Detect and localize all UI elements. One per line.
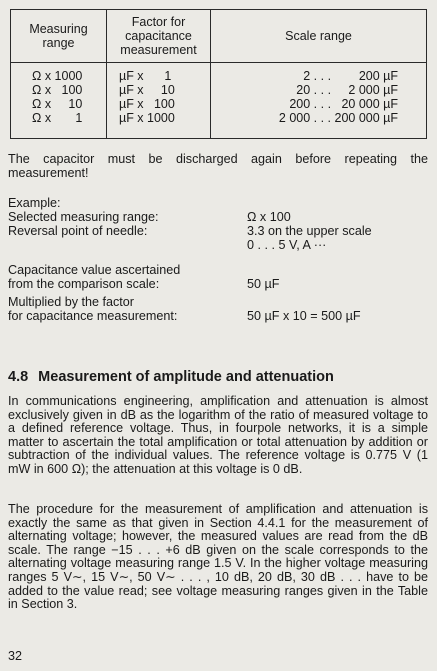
table-cell-scale: 2 . . . 200 µF: [303, 69, 398, 83]
capacitance-value: 50 µF: [247, 277, 280, 291]
table-cell-factor: µF x 1000: [119, 111, 175, 125]
table-cell-scale: 200 . . . 20 000 µF: [289, 97, 398, 111]
reversal-scale: 0 . . . 5 V, A ···: [247, 238, 327, 252]
table-cell-factor: µF x 100: [119, 97, 175, 111]
multiplied-label: Multiplied by the factor: [8, 295, 134, 309]
table-header-row: [11, 10, 427, 63]
header-line: Scale range: [285, 29, 352, 43]
table-cell-scale: 20 . . . 2 000 µF: [296, 83, 398, 97]
header-line: range: [42, 36, 75, 50]
table-header-factor: [107, 10, 211, 63]
page-number: 32: [8, 649, 23, 663]
reversal-value: 3.3 on the upper scale: [247, 224, 372, 238]
table-body-row: [11, 63, 427, 139]
table-cell-range: Ω x 100: [32, 83, 83, 97]
paragraph-procedure: The procedure for the measurement of amplification and attenuation is exactly the same as that given in Section 4.4.1 for the measurement of alternating voltage; however, the measured values are read from the dB scale. The range −15 . . . +6 dB given on the scale corresponds to the alternating voltage measuring range 1.5 V. In the higher voltage measuring ranges 5 V∼, 15 V∼, 50 V∼ . . . , 10 dB, 20 dB, 30 dB . . . have to be added to the value read; see voltage measuring ranges given in the Table in Section 3.: [8, 502, 428, 612]
header-line: Measuring: [29, 22, 88, 36]
section-title: Measurement of amplitude and attenuation: [38, 369, 334, 385]
reversal-label: Reversal point of needle:: [8, 224, 148, 238]
header-line: capacitance: [125, 29, 192, 43]
table-header-measuring-range: [11, 10, 107, 63]
table-cell-range: Ω x 10: [32, 97, 83, 111]
example-label: Example:: [8, 196, 61, 210]
selected-range-value: Ω x 100: [247, 210, 291, 224]
factor-column: [107, 63, 211, 139]
capacitance-label-2: from the comparison scale:: [8, 277, 160, 291]
header-line: Factor for: [131, 15, 186, 29]
paragraph-amplitude-intro: In communications engineering, amplification and attenuation is almost exclusively given in dB as the logarithm of the ratio of measured voltage to a defined reference voltage. Thus, in fourpole networks, it is a simple matter to ascertain the total amplification or total attenuation by addition or subtraction of the individual values. The reference voltage is 0.775 V (1 mW in 600 Ω); the attenuation at this voltage is 0 dB.: [8, 394, 428, 476]
table-cell-range: Ω x 1000: [32, 69, 83, 83]
scale-column: [211, 63, 427, 139]
section-number: 4.8: [8, 369, 29, 385]
table-cell-range: Ω x 1: [32, 111, 83, 125]
capacitance-label: Capacitance value ascertained: [8, 263, 181, 277]
section-heading: [8, 369, 334, 385]
table-cell-factor: µF x 1: [119, 69, 172, 83]
table-cell-factor: µF x 10: [119, 83, 175, 97]
selected-range-label: Selected measuring range:: [8, 210, 159, 224]
discharge-note: The capacitor must be discharged again before repeating the measurement!: [8, 152, 428, 180]
multiplied-label-2: for capacitance measurement:: [8, 309, 178, 323]
measuring-range-table: [10, 9, 427, 139]
range-column: [11, 63, 107, 139]
table-header-scale-range: [211, 10, 427, 63]
table-cell-scale: 2 000 . . . 200 000 µF: [278, 111, 398, 125]
multiplied-value: 50 µF x 10 = 500 µF: [247, 309, 361, 323]
header-line: measurement: [120, 43, 197, 57]
